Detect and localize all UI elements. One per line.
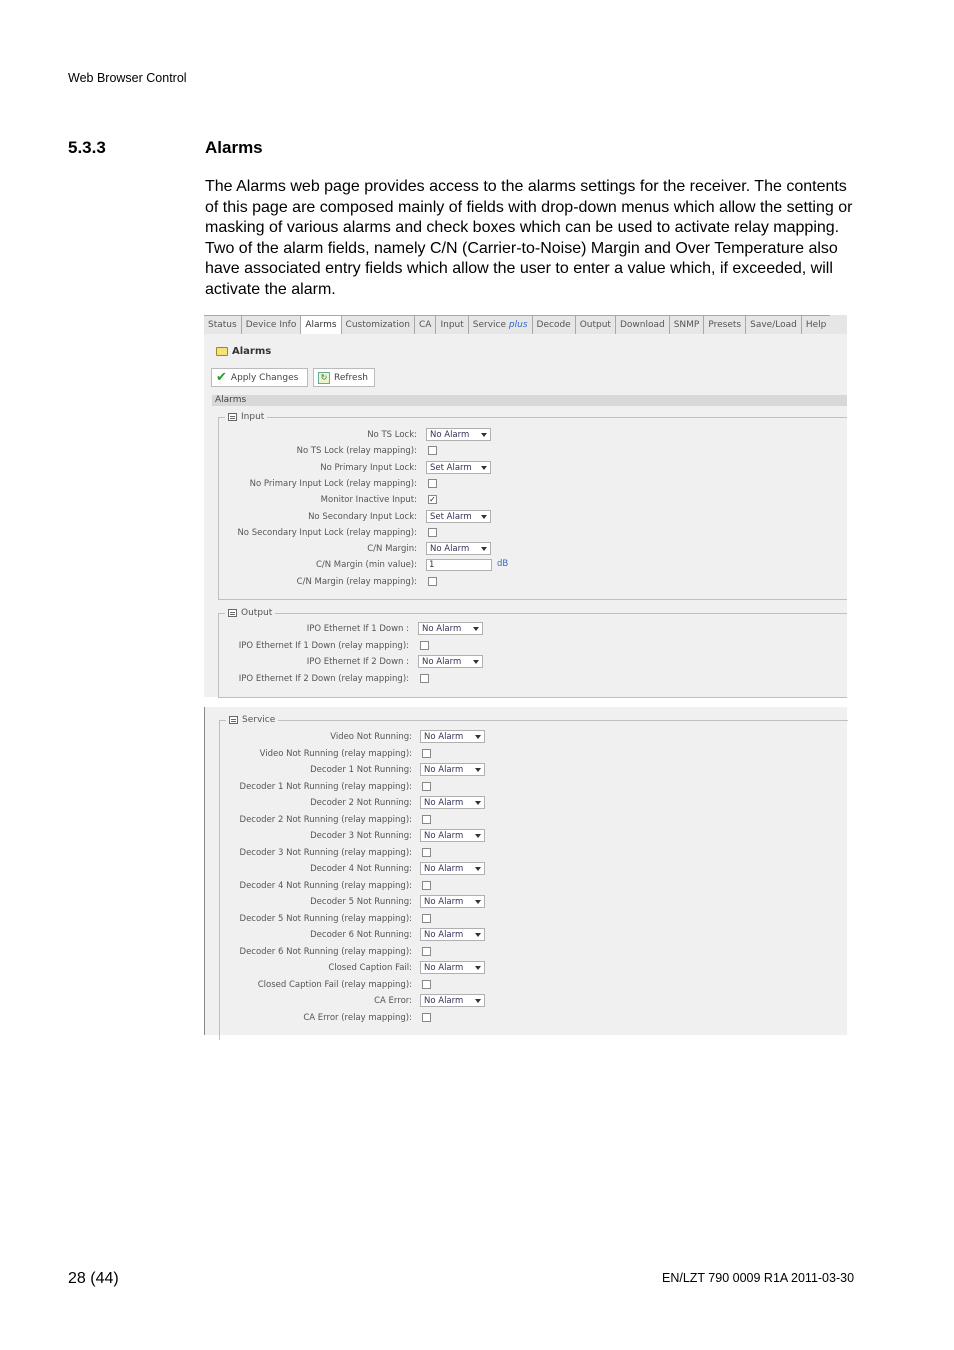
form-row xyxy=(220,1011,840,1025)
apply-changes-label: Apply Changes xyxy=(230,372,299,383)
form-row xyxy=(220,796,840,810)
form-row xyxy=(220,780,840,794)
field-label: No TS Lock (relay mapping): xyxy=(296,446,417,457)
input-legend-text: Input xyxy=(241,412,265,422)
form-row xyxy=(219,461,839,475)
tab-alarms[interactable]: Alarms xyxy=(301,315,341,335)
field-label: C/N Margin (relay mapping): xyxy=(296,576,417,587)
form-row xyxy=(219,444,839,458)
form-row xyxy=(220,912,840,926)
tab-snmp[interactable]: SNMP xyxy=(670,315,705,334)
form-row xyxy=(219,575,839,589)
tab-decode[interactable]: Decode xyxy=(533,315,576,334)
collapse-icon xyxy=(229,716,238,724)
decoder-1-not-running-relay-mapping-checkbox[interactable] xyxy=(422,782,431,791)
page-title-text: Alarms xyxy=(232,346,272,357)
form-row xyxy=(220,961,840,975)
form-row xyxy=(220,862,840,876)
tab-status[interactable]: Status xyxy=(204,315,242,334)
service-fieldset xyxy=(219,715,848,1040)
intro-paragraph: The Alarms web page provides access to the alarms settings for the receiver. The contents of this page are composed mainly of fields with drop-down menus which allow the setting or masking of various alarms and check boxes which can be used to activate relay mapping. Two of the alarm fields, namely C/N (Carrier-to-Noise) Margin and Over Temperature also have associated entry fields which allow the user to enter a value which, if exceeded, will activate the alarm. xyxy=(205,178,853,298)
decoder-6-not-running-select[interactable]: No Alarm xyxy=(420,928,485,941)
field-label: Decoder 6 Not Running (relay mapping): xyxy=(239,946,412,957)
form-row xyxy=(220,978,840,992)
decoder-5-not-running-relay-mapping-checkbox[interactable] xyxy=(422,914,431,923)
form-row xyxy=(219,510,839,524)
field-label: Monitor Inactive Input: xyxy=(320,495,417,506)
tab-customization[interactable]: Customization xyxy=(342,315,415,334)
form-row xyxy=(220,763,840,777)
tab-input[interactable]: Input xyxy=(436,315,468,334)
decoder-6-not-running-relay-mapping-checkbox[interactable] xyxy=(422,947,431,956)
field-label: Decoder 6 Not Running: xyxy=(310,930,412,940)
form-row xyxy=(220,829,840,843)
form-row xyxy=(219,493,839,507)
field-label: Decoder 2 Not Running: xyxy=(310,798,412,808)
monitor-inactive-input-checkbox[interactable]: ✓ xyxy=(429,495,436,505)
tab-service-label: Service xyxy=(472,320,507,330)
no-ts-lock-select[interactable]: No Alarm xyxy=(426,428,491,441)
form-row xyxy=(220,747,840,761)
collapse-icon xyxy=(228,609,237,617)
service-legend xyxy=(226,715,278,725)
closed-caption-fail-select[interactable]: No Alarm xyxy=(420,961,485,974)
decoder-5-not-running-select[interactable]: No Alarm xyxy=(420,895,485,908)
form-row xyxy=(220,813,840,827)
form-row xyxy=(220,846,840,860)
decoder-4-not-running-select[interactable]: No Alarm xyxy=(420,862,485,875)
ipo-ethernet-if-2-down-relay-mapping-checkbox[interactable] xyxy=(420,674,429,683)
ipo-ethernet-if-1-down-select[interactable]: No Alarm xyxy=(418,622,483,635)
c-n-margin-select[interactable]: No Alarm xyxy=(426,542,491,555)
form-row xyxy=(220,945,840,959)
output-legend xyxy=(225,608,275,618)
c-n-margin-min-value-input[interactable]: 1 xyxy=(426,559,492,571)
video-not-running-select[interactable]: No Alarm xyxy=(420,730,485,743)
field-label: Decoder 3 Not Running: xyxy=(310,831,412,841)
decoder-4-not-running-relay-mapping-checkbox[interactable] xyxy=(422,881,431,890)
field-label: CA Error: xyxy=(374,996,412,1006)
decoder-2-not-running-select[interactable]: No Alarm xyxy=(420,796,485,809)
field-label: No Secondary Input Lock: xyxy=(308,511,417,522)
tab-service-plus[interactable] xyxy=(469,315,533,334)
no-primary-input-lock-relay-mapping-checkbox[interactable] xyxy=(428,479,437,488)
tab-output[interactable]: Output xyxy=(576,315,616,334)
form-row xyxy=(219,526,839,540)
field-label: Closed Caption Fail (relay mapping): xyxy=(257,979,412,990)
field-label: Decoder 1 Not Running: xyxy=(310,765,412,775)
field-label: No Primary Input Lock: xyxy=(320,462,417,473)
checkmark-icon: ✔ xyxy=(216,370,227,385)
field-label: Decoder 2 Not Running (relay mapping): xyxy=(239,814,412,825)
closed-caption-fail-relay-mapping-checkbox[interactable] xyxy=(422,980,431,989)
form-row xyxy=(220,994,840,1008)
form-row xyxy=(219,477,839,491)
form-row xyxy=(219,558,839,572)
footer-doc-id: EN/LZT 790 0009 R1A 2011-03-30 xyxy=(662,1271,855,1285)
input-fieldset xyxy=(218,412,847,600)
form-row xyxy=(219,655,839,669)
apply-changes-button[interactable] xyxy=(211,368,308,387)
tab-download[interactable]: Download xyxy=(616,315,670,334)
form-row xyxy=(219,672,839,686)
alarms-panel-bottom xyxy=(204,707,847,1035)
field-label: IPO Ethernet If 1 Down : xyxy=(306,624,409,634)
no-secondary-input-lock-select[interactable]: Set Alarm xyxy=(426,510,491,523)
alarms-section-band: Alarms xyxy=(212,395,847,406)
tab-bar xyxy=(204,315,847,335)
tab-plus-label: plus xyxy=(508,320,528,330)
no-ts-lock-relay-mapping-checkbox[interactable] xyxy=(428,446,437,455)
field-label: Decoder 5 Not Running: xyxy=(310,897,412,907)
alarms-panel-top xyxy=(204,334,847,697)
form-row xyxy=(220,928,840,942)
ipo-ethernet-if-1-down-relay-mapping-checkbox[interactable] xyxy=(420,641,429,650)
field-label: Closed Caption Fail: xyxy=(328,963,412,973)
ca-error-relay-mapping-checkbox[interactable] xyxy=(422,1013,431,1022)
video-not-running-relay-mapping-checkbox[interactable] xyxy=(422,749,431,758)
field-label: Decoder 3 Not Running (relay mapping): xyxy=(239,847,412,858)
c-n-margin-relay-mapping-checkbox[interactable] xyxy=(428,577,437,586)
field-label: No Primary Input Lock (relay mapping): xyxy=(249,478,417,489)
collapse-icon xyxy=(228,413,237,421)
form-row xyxy=(220,879,840,893)
tab-ca[interactable]: CA xyxy=(415,315,436,334)
field-label: IPO Ethernet If 2 Down : xyxy=(306,657,409,667)
footer-page-number: 28 (44) xyxy=(68,1270,119,1287)
tab-save-load[interactable]: Save/Load xyxy=(746,315,802,334)
field-label: No Secondary Input Lock (relay mapping): xyxy=(237,527,417,538)
form-row xyxy=(220,730,840,744)
no-primary-input-lock-select[interactable]: Set Alarm xyxy=(426,461,491,474)
decoder-3-not-running-select[interactable]: No Alarm xyxy=(420,829,485,842)
section-number: 5.3.3 xyxy=(68,138,106,157)
field-label: IPO Ethernet If 2 Down (relay mapping): xyxy=(238,673,409,684)
ca-error-select[interactable]: No Alarm xyxy=(420,994,485,1007)
ipo-ethernet-if-2-down-select[interactable]: No Alarm xyxy=(418,655,483,668)
field-label: IPO Ethernet If 1 Down (relay mapping): xyxy=(238,640,409,651)
form-row xyxy=(219,542,839,556)
field-label: Video Not Running: xyxy=(330,732,412,742)
field-label: CA Error (relay mapping): xyxy=(303,1012,412,1023)
field-label: Decoder 4 Not Running (relay mapping): xyxy=(239,880,412,891)
refresh-icon: ↻ xyxy=(318,372,330,384)
field-label: No TS Lock: xyxy=(367,430,417,440)
decoder-3-not-running-relay-mapping-checkbox[interactable] xyxy=(422,848,431,857)
service-legend-text: Service xyxy=(242,715,276,725)
field-label: Decoder 4 Not Running: xyxy=(310,864,412,874)
no-secondary-input-lock-relay-mapping-checkbox[interactable] xyxy=(428,528,437,537)
document-header: Web Browser Control xyxy=(68,71,187,85)
field-label: C/N Margin: xyxy=(367,544,417,555)
field-label: C/N Margin (min value): xyxy=(315,560,417,571)
tab-presets[interactable]: Presets xyxy=(704,315,746,334)
field-label: Video Not Running (relay mapping): xyxy=(259,748,412,759)
output-fieldset xyxy=(218,608,847,698)
folder-icon xyxy=(216,347,228,356)
form-row xyxy=(219,639,839,653)
refresh-button[interactable] xyxy=(313,368,375,387)
refresh-label: Refresh xyxy=(334,372,368,383)
field-label: Decoder 1 Not Running (relay mapping): xyxy=(239,781,412,792)
tab-device-info[interactable]: Device Info xyxy=(242,315,302,334)
form-row xyxy=(220,895,840,909)
output-legend-text: Output xyxy=(241,608,273,618)
unit-label: dB xyxy=(497,559,509,570)
tab-help[interactable]: Help xyxy=(802,315,831,334)
input-legend xyxy=(225,412,267,422)
form-row xyxy=(219,622,839,636)
field-label: Decoder 5 Not Running (relay mapping): xyxy=(239,913,412,924)
section-title: Alarms xyxy=(205,138,263,157)
page-title xyxy=(216,346,271,357)
decoder-2-not-running-relay-mapping-checkbox[interactable] xyxy=(422,815,431,824)
form-row xyxy=(219,428,839,442)
decoder-1-not-running-select[interactable]: No Alarm xyxy=(420,763,485,776)
